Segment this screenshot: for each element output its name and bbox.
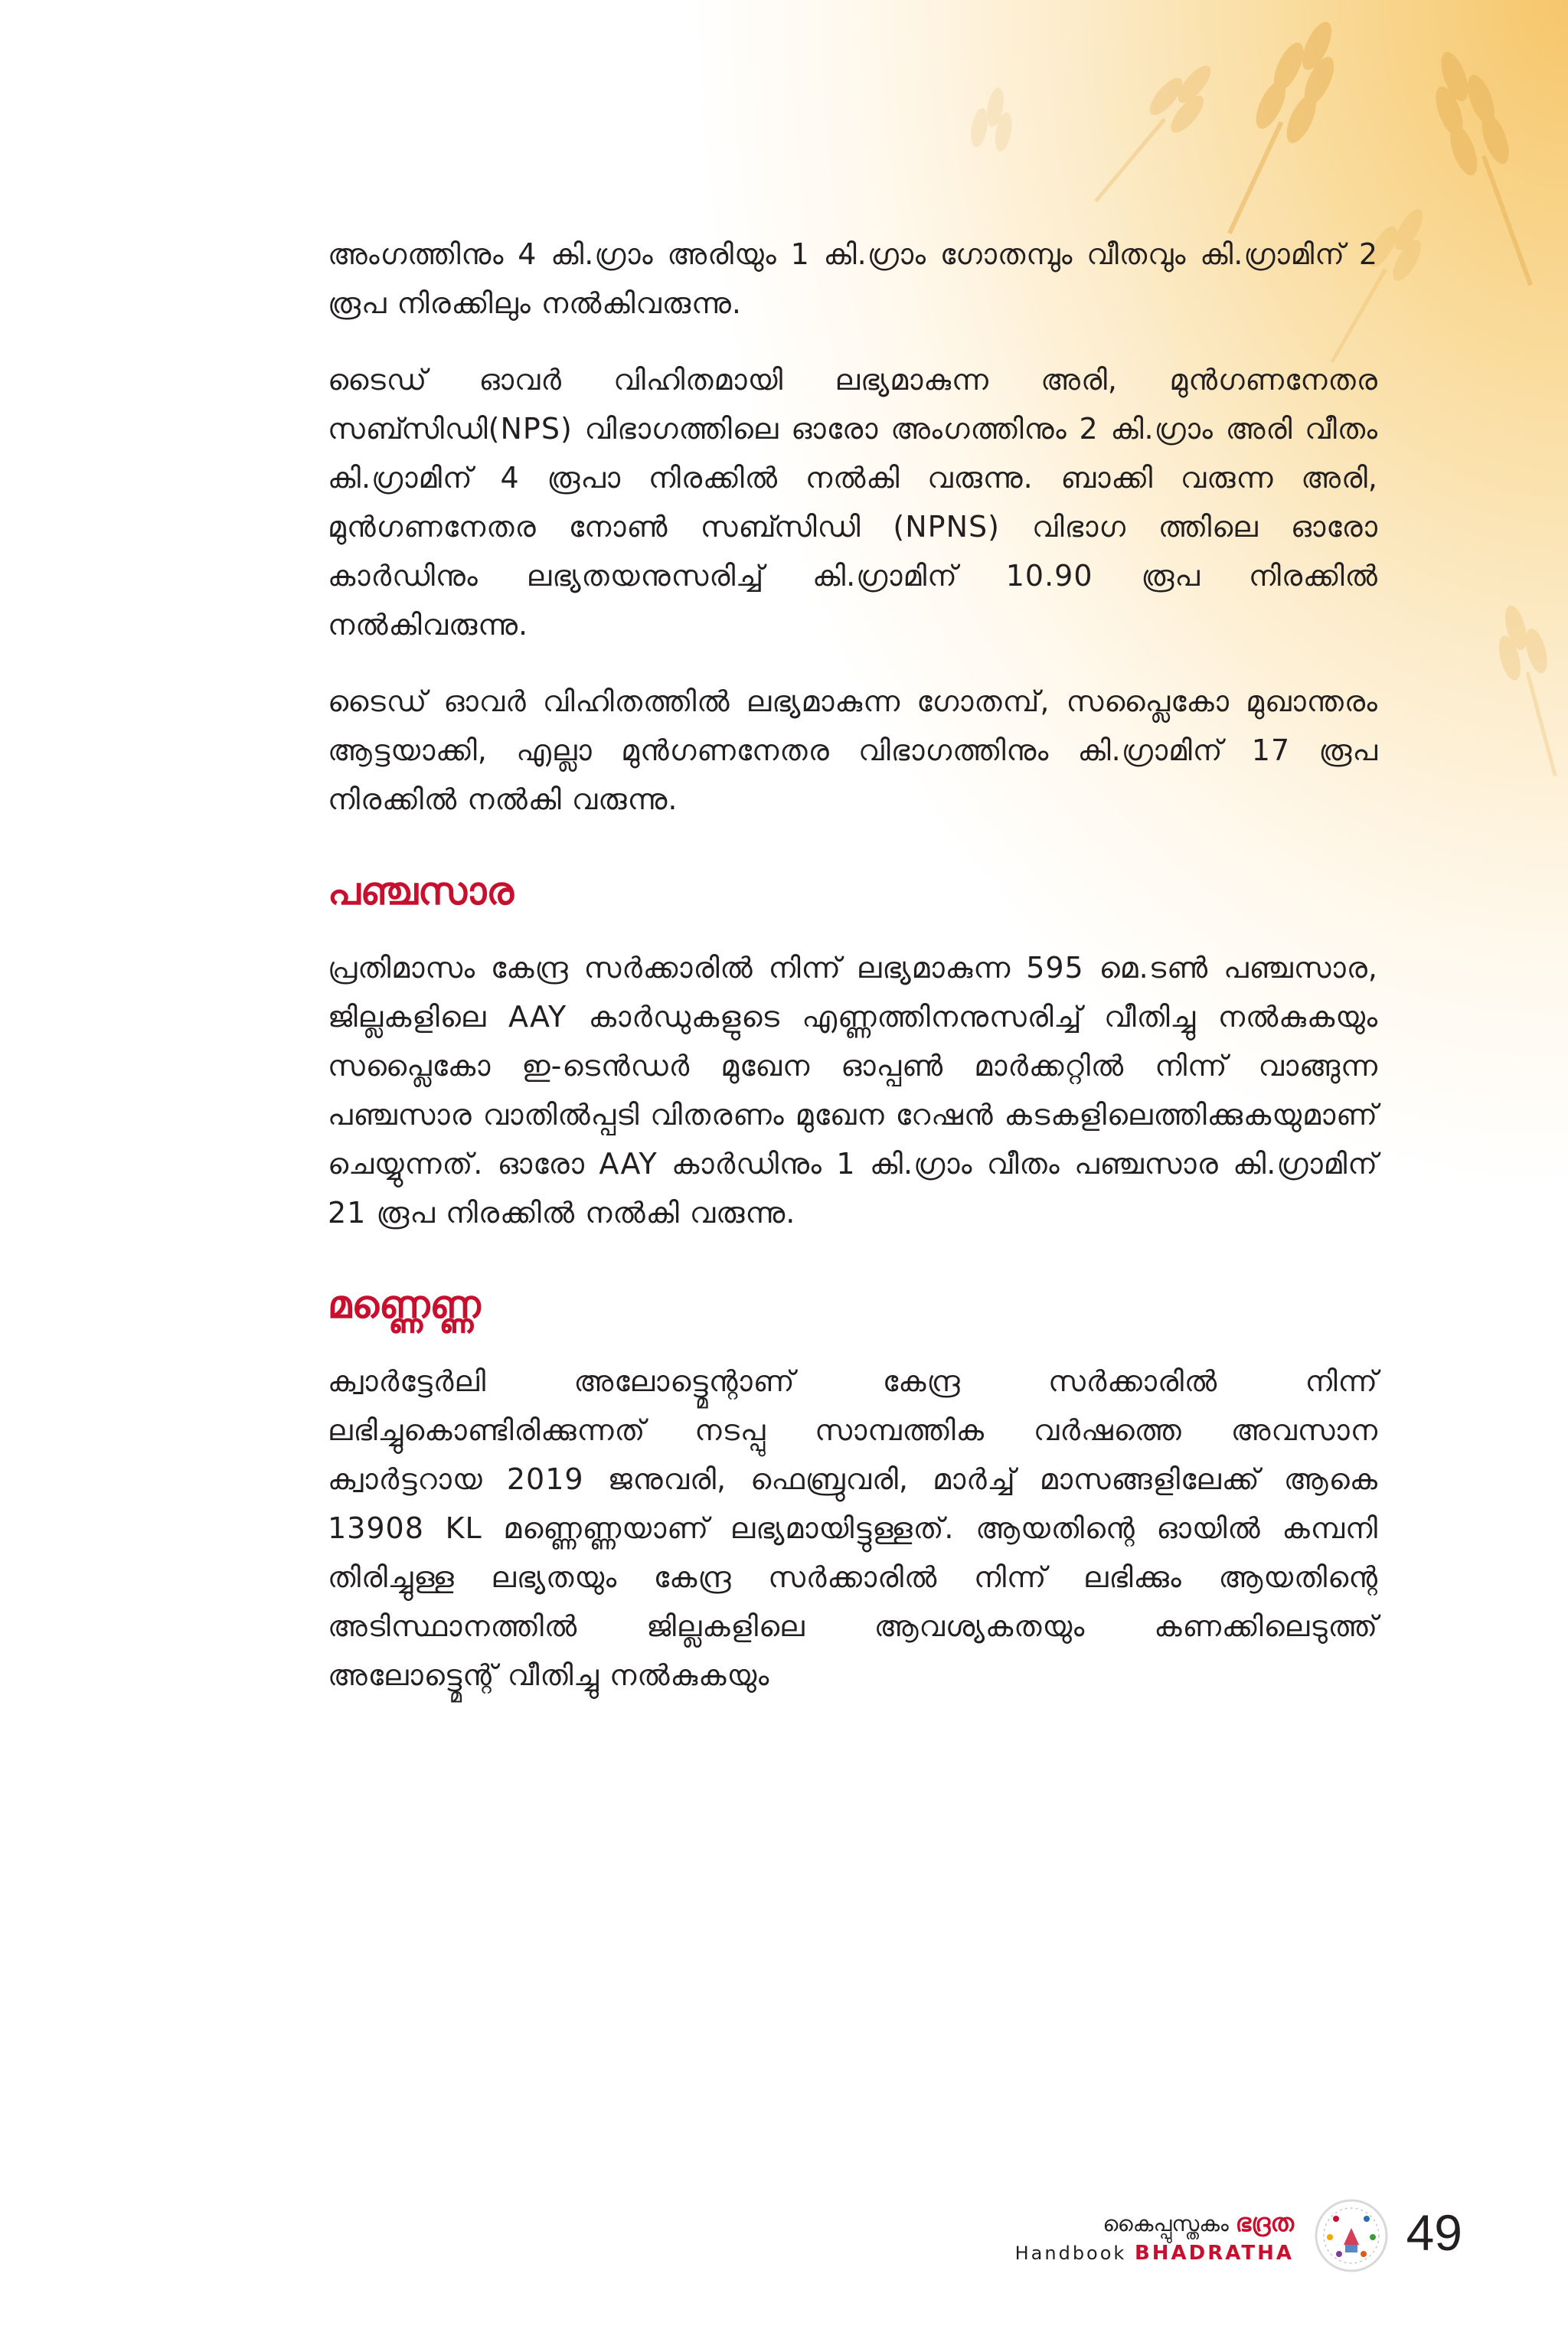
page-number: 49 xyxy=(1406,2204,1462,2261)
footer-brand-malayalam xyxy=(1102,2208,1294,2238)
paragraph-tide-over-wheat: ടൈഡ് ഓവർ വിഹിതത്തിൽ ലഭ്യമാകുന്ന ഗോതമ്പ്, സപ്ലൈകോ മുഖാന്തരം ആട്ടയാക്കി, എല്ലാ മുൻഗണനേതര വിഭാഗത്തിനും കി.ഗ്രാമിന് 17 രൂപ നിരക്കിൽ നൽകി വരുന്നു. xyxy=(328,684,1378,816)
heading-kerosene: മണ്ണെണ്ണ xyxy=(328,1282,481,1327)
footer-bhadratha-ml: ഭദ്രത xyxy=(1235,2208,1294,2237)
page-footer xyxy=(965,2197,1462,2289)
footer-handbook-en: Handbook xyxy=(1014,2243,1127,2264)
paragraph-tide-over-rice: ടൈഡ് ഓവർ വിഹിതമായി ലഭ്യമാകുന്ന അരി, മുൻഗണനേതര സബ്സിഡി(NPS) വിഭാഗത്തിലെ ഓരോ അംഗത്തിനും 2 കി.ഗ്രാം അരി വീതം കി.ഗ്രാമിന് 4 രൂപാ നിരക്കിൽ നൽകി വരുന്നു. ബാക്കി വരുന്ന അരി, മുൻഗണനേതര നോൺ സബ്സിഡി (NPNS) വിഭാഗ ത്തിലെ ഓരോ കാർഡിനും ലഭ്യതയനുസരിച്ച് കി.ഗ്രാമിന് 10.90 രൂപ നിരക്കിൽ നൽകിവരുന്നു. xyxy=(328,363,1378,642)
footer-brand-english xyxy=(1015,2242,1294,2265)
page-body xyxy=(328,230,1378,1727)
heading-sugar: പഞ്ചസാര xyxy=(328,869,514,913)
bhadratha-logo-icon xyxy=(1313,2197,1390,2274)
paragraph-kerosene: ക്വാർട്ടേർലി അലോട്ട്മെന്റാണ് കേന്ദ്ര സർക്കാരിൽ നിന്ന് ലഭിച്ചുകൊണ്ടിരിക്കുന്നത് നടപ്പു സാമ്പത്തിക വർഷത്തെ അവസാന ക്വാർട്ടറായ 2019 ജനുവരി, ഫെബ്രുവരി, മാർച്ച് മാസങ്ങളിലേക്ക് ആകെ 13908 KL മണ്ണെണ്ണയാണ് ലഭ്യമായിട്ടുള്ളത്. ആയതിന്റെ ഓയിൽ കമ്പനി തിരിച്ചുള്ള ലഭ്യതയും കേന്ദ്ര സർക്കാരിൽ നിന്ന് ലഭിക്കും ആയതിന്റെ അടിസ്ഥാനത്തിൽ ജില്ലകളിലെ ആവശ്യകതയും കണക്കിലെടുത്ത് അലോട്ട്മെന്റ് വീതിച്ചു നൽകുകയും xyxy=(328,1364,1378,1692)
footer-bhadratha-en: BHADRATHA xyxy=(1134,2242,1294,2265)
paragraph-rice-wheat-rate: അംഗത്തിനും 4 കി.ഗ്രാം അരിയും 1 കി.ഗ്രാം ഗോതമ്പും വീതവും കി.ഗ്രാമിന് 2 രൂപ നിരക്കിലും നൽകിവരുന്നു. xyxy=(328,237,1378,320)
paragraph-sugar: പ്രതിമാസം കേന്ദ്ര സർക്കാരിൽ നിന്ന് ലഭ്യമാകുന്ന 595 മെ.ടൺ പഞ്ചസാര, ജില്ലകളിലെ AAY കാർഡുകളുടെ എണ്ണത്തിനനുസരിച്ച് വീതിച്ചു നൽകുകയും സപ്ലൈകോ ഇ-ടെൻഡർ മുഖേന ഓപ്പൺ മാർക്കറ്റിൽ നിന്ന് വാങ്ങുന്ന പഞ്ചസാര വാതിൽപ്പടി വിതരണം മുഖേന റേഷൻ കടകളിലെത്തിക്കുകയുമാണ് ചെയ്യുന്നത്. ഓരോ AAY കാർഡിനും 1 കി.ഗ്രാം വീതം പഞ്ചസാര കി.ഗ്രാമിന് 21 രൂപ നിരക്കിൽ നൽകി വരുന്നു. xyxy=(328,951,1378,1230)
footer-handbook-ml: കൈപ്പുസ്തകം xyxy=(1102,2211,1229,2236)
